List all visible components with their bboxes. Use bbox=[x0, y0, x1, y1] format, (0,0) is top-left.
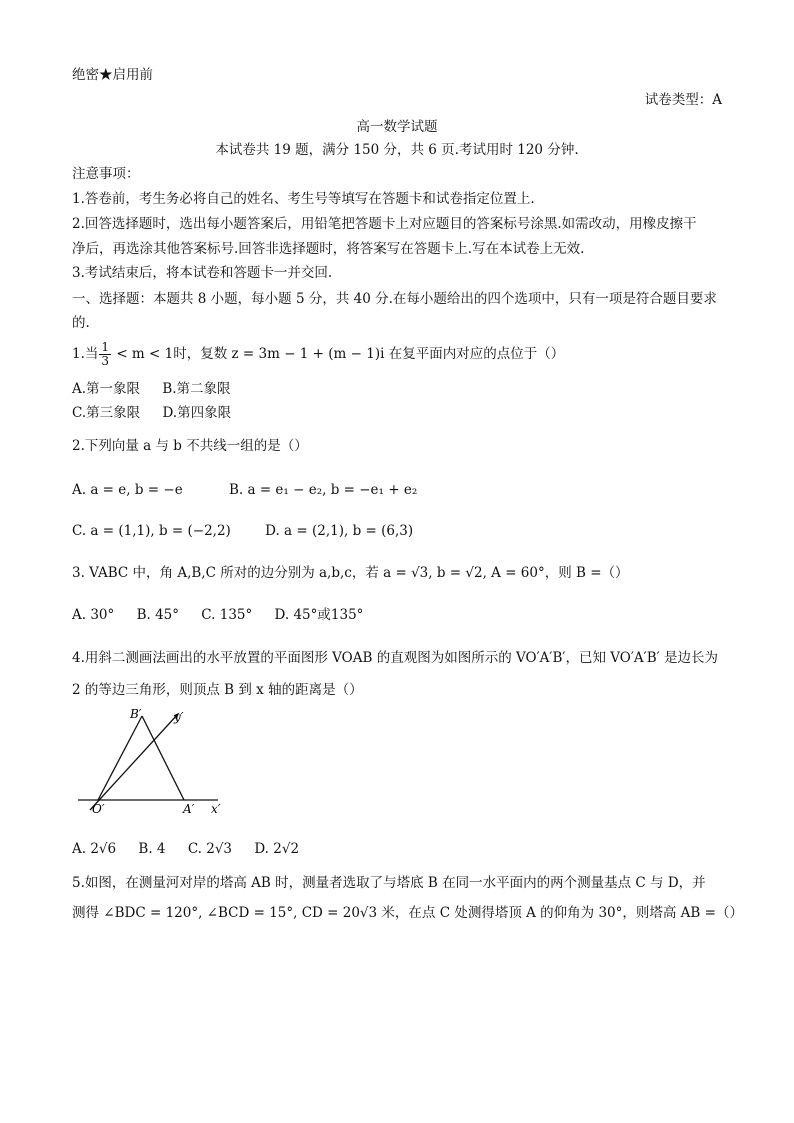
q2-option-b: B. a = e₁ − e₂, b = −e₁ + e₂ bbox=[228, 482, 418, 498]
q1-option-b: B.第二象限 bbox=[162, 381, 231, 397]
q1-option-c: C.第三象限 bbox=[72, 405, 141, 421]
notice-heading: 注意事项： bbox=[72, 166, 140, 182]
q2-option-a: A. a = e, b = −e bbox=[72, 482, 183, 498]
q1-prefix: 1.当 bbox=[72, 346, 99, 362]
q3-option-c: C. 135° bbox=[201, 607, 253, 623]
q4-figure bbox=[70, 700, 230, 820]
question-2-options-row1 bbox=[72, 481, 435, 499]
paper-type: 试卷类型：A bbox=[644, 92, 722, 108]
q4-option-d: D. 2√2 bbox=[254, 841, 300, 857]
question-5-stem-line2: 测得 ∠BDC = 120°, ∠BCD = 15°, CD = 20√3 米，在点 C 处测得塔顶 A 的仰角为 30°，则塔高 AB =（） bbox=[72, 905, 743, 921]
question-5-stem-line1: 5.如图，在测量河对岸的塔高 AB 时，测量者选取了与塔底 B 在同一水平面内的两个测量基点 C 与 D，并 bbox=[72, 875, 706, 891]
q3-option-b: B. 45° bbox=[136, 607, 179, 623]
notice-item: 3.考试结束后，将本试卷和答题卡一并交回. bbox=[72, 265, 333, 281]
section-heading: 一、选择题：本题共 8 小题，每小题 5 分，共 40 分.在每小题给出的四个选项中，只有一项是符合题目要求 bbox=[72, 291, 717, 307]
question-3-options bbox=[72, 606, 381, 624]
page-title: 高一数学试题 bbox=[356, 119, 438, 135]
q4-option-b: B. 4 bbox=[138, 841, 166, 857]
question-4-stem-line2: 2 的等边三角形，则顶点 B 到 x 轴的距离是（） bbox=[72, 682, 363, 698]
secret-label: 绝密★启用前 bbox=[72, 67, 153, 83]
q2-option-c: C. a = (1,1), b = (−2,2) bbox=[72, 523, 231, 539]
question-2-options-row2 bbox=[72, 522, 431, 540]
q4-option-c: C. 2√3 bbox=[187, 841, 233, 857]
label-a: A′ bbox=[183, 802, 195, 816]
q1-fraction bbox=[99, 341, 111, 368]
section-heading-cont: 的. bbox=[72, 315, 90, 331]
label-y: y′ bbox=[174, 710, 184, 724]
notice-item: 2.回答选择题时，选出每小题答案后，用铅笔把答题卡上对应题目的答案标号涂黑.如需改动，用橡皮擦干 bbox=[72, 216, 697, 232]
question-1-stem bbox=[72, 340, 564, 368]
notice-item: 1.答卷前，考生务必将自己的姓名、考生号等填写在答题卡和试卷指定位置上. bbox=[72, 191, 535, 207]
label-b: B′ bbox=[130, 707, 142, 721]
q3-option-d: D. 45°或135° bbox=[274, 607, 364, 623]
question-3-stem: 3. VABC 中，角 A,B,C 所对的边分别为 a,b,c，若 a = √3, b = √2, A = 60°，则 B =（） bbox=[72, 565, 629, 581]
question-4-options bbox=[72, 840, 317, 858]
q1-frac-num: 1 bbox=[101, 340, 110, 354]
label-x: x′ bbox=[211, 802, 221, 816]
label-o: O′ bbox=[92, 802, 105, 816]
q1-frac-den: 3 bbox=[101, 354, 110, 368]
question-2-stem: 2.下列向量 a 与 b 不共线一组的是（） bbox=[72, 438, 308, 454]
q4-option-a: A. 2√6 bbox=[72, 841, 117, 857]
q3-option-a: A. 30° bbox=[72, 607, 115, 623]
q1-condition: < m < 1时，复数 z = 3m − 1 + (m − 1)i 在复平面内对应的点位于（） bbox=[112, 346, 565, 362]
question-1-options-row2 bbox=[72, 404, 249, 422]
edge-ab bbox=[142, 716, 184, 800]
question-4-stem-line1: 4.用斜二测画法画出的水平放置的平面图形 VOAB 的直观图为如图所示的 VO′A′B′，已知 VO′A′B′ 是边长为 bbox=[72, 650, 718, 666]
question-1-options-row1 bbox=[72, 380, 249, 398]
notice-item: 净后，再选涂其他答案标号.回答非选择题时，将答案写在答题卡上.写在本试卷上无效. bbox=[72, 241, 585, 257]
edge-ob bbox=[98, 716, 142, 800]
q1-option-d: D.第四象限 bbox=[162, 405, 232, 421]
q2-option-d: D. a = (2,1), b = (6,3) bbox=[265, 523, 414, 539]
q1-option-a: A.第一象限 bbox=[72, 381, 141, 397]
page-subtitle: 本试卷共 19 题，满分 150 分，共 6 页.考试用时 120 分钟. bbox=[215, 142, 579, 158]
